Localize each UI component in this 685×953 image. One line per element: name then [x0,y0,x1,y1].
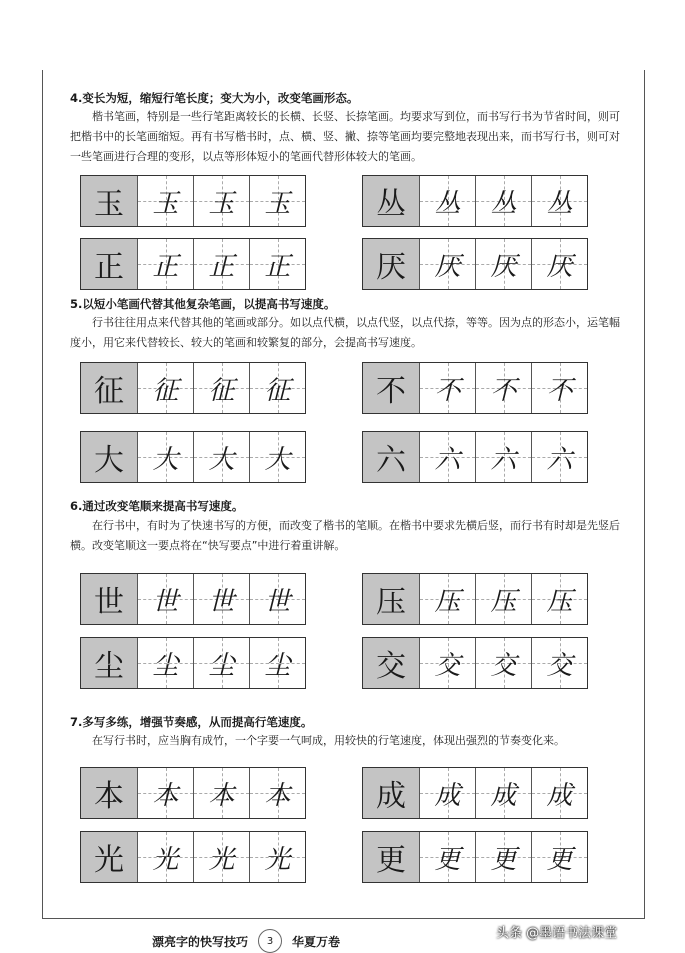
practice-char-cell: 不 [475,363,531,413]
model-char-cell: 本 [81,768,137,818]
practice-char-cell: 本 [137,768,193,818]
practice-char-cell: 丛 [475,176,531,226]
practice-char-cell: 光 [193,832,249,882]
char-row [80,767,306,819]
practice-char-cell: 大 [249,432,305,482]
practice-char-cell: 不 [531,363,587,413]
practice-char-cell: 世 [137,574,193,624]
char-row [80,238,306,290]
model-char-cell: 尘 [81,638,137,688]
char-row [80,362,306,414]
char-row [80,831,306,883]
section-4-heading: 4.变长为短，缩短行笔长度；变大为小，改变笔画形态。 [70,91,359,105]
practice-char-cell: 厌 [475,239,531,289]
section-4-paragraph: 楷书笔画，特别是一些行笔距离较长的长横、长竖、长捺笔画。均要求写到位，而书写行书为节省时间，则可把楷书中的长笔画缩短。再有书写楷书时，点、横、竖、撇、捺等笔画均要完整地表现出来，而书写行书，则可对一些笔画进行合理的变形，以点等形体短小的笔画代替形体较大的笔画。 [70,110,620,163]
page-footer [152,929,340,953]
practice-char-cell: 正 [249,239,305,289]
section-6-paragraph: 在行书中，有时为了快速书写的方便，而改变了楷书的笔顺。在楷书中要求先横后竖，而行书有时却是先竖后横。改变笔顺这一要点将在“快写要点”中进行着重讲解。 [70,519,620,552]
section-7-paragraph: 在写行书时，应当胸有成竹，一个字要一气呵成，用较快的行笔速度，体现出强烈的节奏变化来。 [92,734,565,747]
model-char-cell: 六 [363,432,419,482]
practice-char-cell: 成 [419,768,475,818]
model-char-cell: 丛 [363,176,419,226]
char-row [80,431,306,483]
practice-char-cell: 压 [531,574,587,624]
model-char-cell: 征 [81,363,137,413]
practice-char-cell: 世 [193,574,249,624]
practice-char-cell: 成 [475,768,531,818]
model-char-cell: 光 [81,832,137,882]
model-char-cell: 压 [363,574,419,624]
book-title: 漂亮字的快写技巧 [152,934,249,949]
char-row [362,238,588,290]
practice-char-cell: 尘 [193,638,249,688]
model-char-cell: 交 [363,638,419,688]
practice-char-cell: 厌 [531,239,587,289]
practice-char-cell: 压 [475,574,531,624]
practice-char-cell: 尘 [137,638,193,688]
practice-char-cell: 世 [249,574,305,624]
page-number: 3 [258,929,282,953]
practice-char-cell: 不 [419,363,475,413]
practice-char-cell: 交 [475,638,531,688]
practice-char-cell: 本 [249,768,305,818]
model-char-cell: 更 [363,832,419,882]
model-char-cell: 正 [81,239,137,289]
practice-char-cell: 征 [193,363,249,413]
practice-char-cell: 交 [531,638,587,688]
publisher-name: 华夏万卷 [292,934,341,949]
practice-char-cell: 本 [193,768,249,818]
practice-char-cell: 六 [475,432,531,482]
practice-char-cell: 更 [419,832,475,882]
practice-char-cell: 玉 [249,176,305,226]
section-5-heading: 5.以短小笔画代替其他复杂笔画，以提高书写速度。 [70,297,336,311]
practice-char-cell: 六 [419,432,475,482]
practice-char-cell: 厌 [419,239,475,289]
char-row [362,175,588,227]
practice-char-cell: 大 [193,432,249,482]
practice-char-cell: 征 [137,363,193,413]
practice-char-cell: 丛 [531,176,587,226]
model-char-cell: 世 [81,574,137,624]
section-6-heading: 6.通过改变笔顺来提高书写速度。 [70,499,244,513]
model-char-cell: 不 [363,363,419,413]
practice-char-cell: 征 [249,363,305,413]
practice-char-cell: 正 [137,239,193,289]
model-char-cell: 成 [363,768,419,818]
watermark: 头条 @墨语书法课堂 [496,926,618,941]
char-row [362,767,588,819]
practice-char-cell: 更 [531,832,587,882]
practice-char-cell: 丛 [419,176,475,226]
practice-char-cell: 玉 [137,176,193,226]
practice-char-cell: 压 [419,574,475,624]
practice-char-cell: 尘 [249,638,305,688]
char-row [362,431,588,483]
practice-char-cell: 交 [419,638,475,688]
char-row [362,831,588,883]
practice-char-cell: 正 [193,239,249,289]
practice-char-cell: 大 [137,432,193,482]
practice-char-cell: 成 [531,768,587,818]
practice-char-cell: 玉 [193,176,249,226]
char-row [80,175,306,227]
char-row [362,573,588,625]
char-row [80,637,306,689]
char-row [362,362,588,414]
model-char-cell: 玉 [81,176,137,226]
practice-char-cell: 光 [249,832,305,882]
practice-char-cell: 更 [475,832,531,882]
practice-char-cell: 光 [137,832,193,882]
practice-char-cell: 六 [531,432,587,482]
char-row [80,573,306,625]
model-char-cell: 大 [81,432,137,482]
model-char-cell: 厌 [363,239,419,289]
section-7-heading: 7.多写多练，增强节奏感，从而提高行笔速度。 [70,715,313,729]
section-5-paragraph: 行书往往用点来代替其他的笔画或部分。如以点代横，以点代竖，以点代捺，等等。因为点的形态小，运笔幅度小，用它来代替较长、较大的笔画和较繁复的部分，会提高书写速度。 [70,316,620,349]
char-row [362,637,588,689]
